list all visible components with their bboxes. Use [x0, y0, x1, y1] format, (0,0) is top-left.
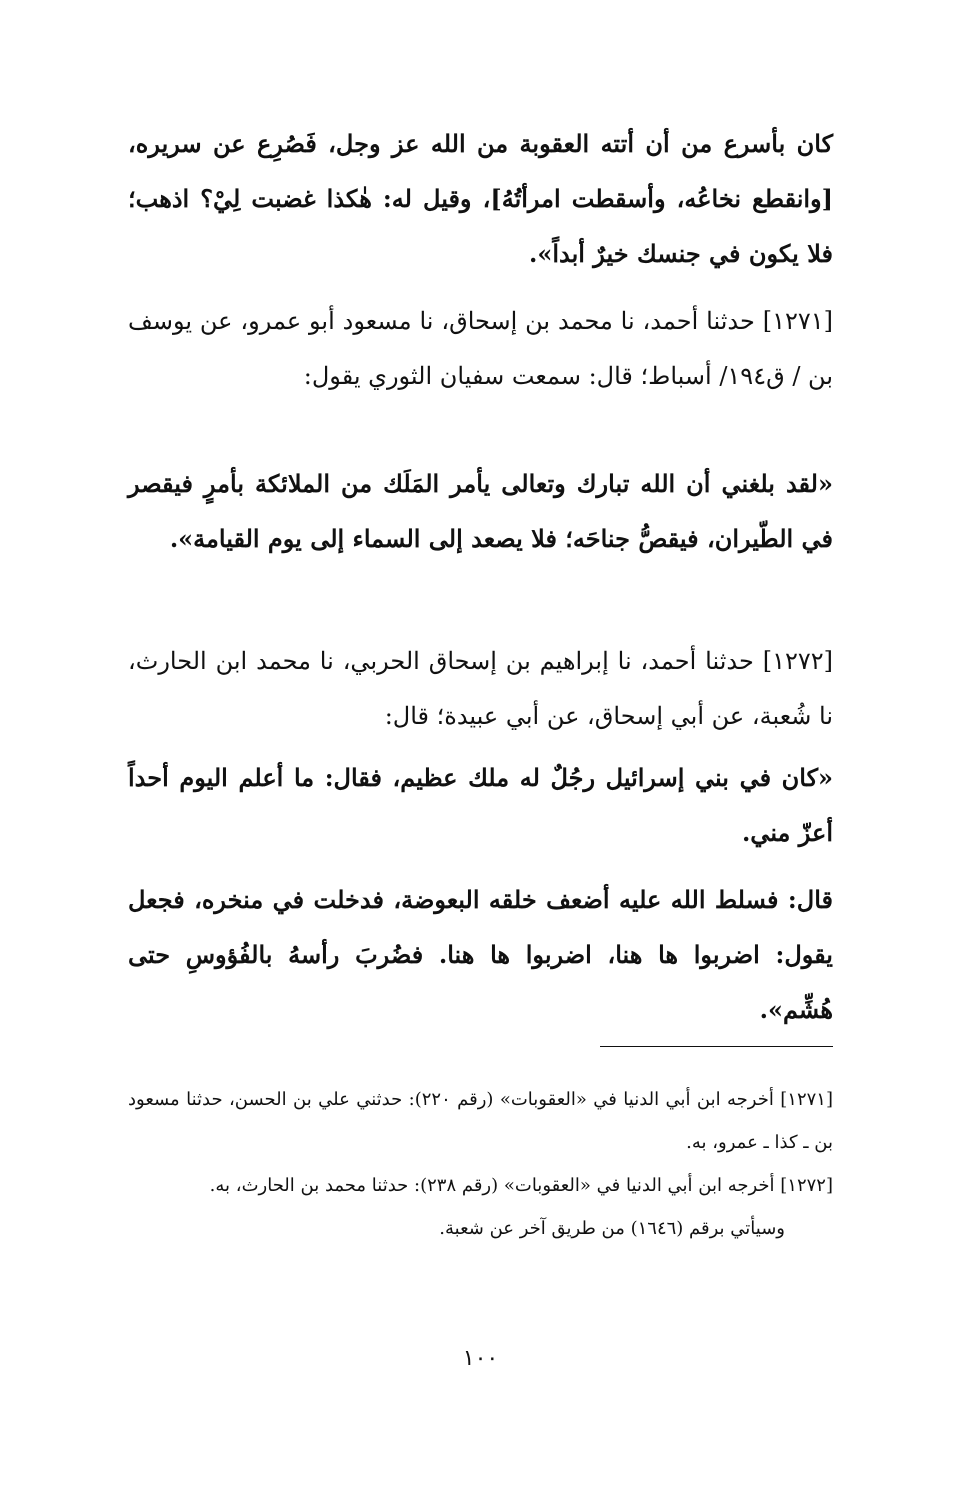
- matn-1271-paragraph: «لقد بلغني أن الله تبارك وتعالى يأمر المَلَك من الملائكة بأمرٍ فيقصر في الطّيران، فيقصُّ جناحَه؛ فلا يصعد إلى السماء إلى يوم القيامة».: [128, 469, 833, 553]
- page-number: ١٠٠: [462, 1346, 499, 1371]
- footnote-1272-note: وسيأتي برقم (١٦٤٦) من طريق آخر عن شعبة.: [439, 1218, 785, 1239]
- footnote-1271: [١٢٧١] أخرجه ابن أبي الدنيا في «العقوبات» (رقم ٢٢٠): حدثني علي بن الحسن، حدثنا مسعود بن ـ كذا ـ عمرو، به.: [128, 1089, 833, 1153]
- matn-1272-paragraph-a: «كان في بني إسرائيل رجُلٌ له ملك عظيم، فقال: ما أعلم اليوم أحداً أعزّ مني.: [128, 763, 833, 847]
- matn-1272-paragraph-b: قال: فسلط الله عليه أضعف خلقه البعوضة، فدخلت في منخره، فجعل يقول: اضربوا ها هنا، اضربوا ها هنا. فضُربَ رأسهُ بالفُؤوسِ حتى هُشِّم».: [128, 885, 833, 1024]
- footnote-separator: [600, 1046, 833, 1047]
- continuation-paragraph: كان بأسرع من أن أتته العقوبة من الله عز وجل، فَصُرِع عن سريره، [وانقطع نخاعُه، وأسقطت امرأتُهُ]، وقيل له: هٰكذا غضبت لِيْ؟ اذهب؛ فلا يكون في جنسك خيرٌ أبداً».: [128, 129, 833, 268]
- isnad-1271-paragraph: [١٢٧١] حدثنا أحمد، نا محمد بن إسحاق، نا مسعود أبو عمرو، عن يوسف بن / ق١٩٤/ أسباط؛ قال: سمعت سفيان الثوري يقول:: [128, 307, 833, 390]
- isnad-1272-paragraph: [١٢٧٢] حدثنا أحمد، نا إبراهيم بن إسحاق الحربي، نا محمد ابن الحارث، نا شُعبة، عن أبي إسحاق، عن أبي عبيدة؛ قال:: [128, 647, 833, 730]
- footnotes-section: [128, 1078, 833, 1250]
- footnote-1272: [١٢٧٢] أخرجه ابن أبي الدنيا في «العقوبات» (رقم ٢٣٨): حدثنا محمد بن الحارث، به.: [209, 1175, 833, 1196]
